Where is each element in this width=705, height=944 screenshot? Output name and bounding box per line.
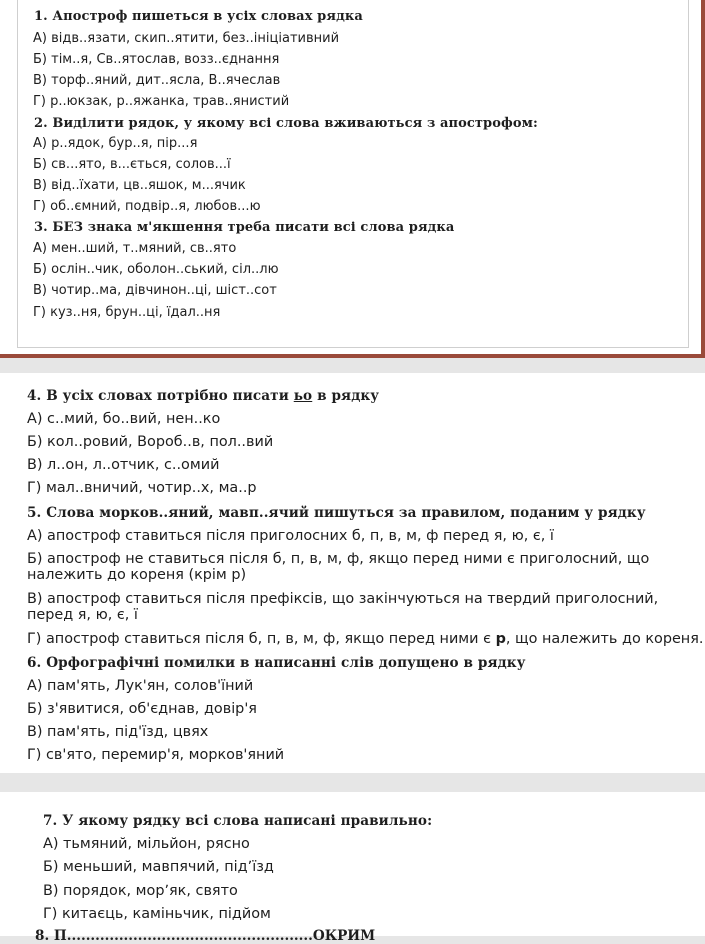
question-7-title: 7. У якому рядку всі слова написані правильно: bbox=[43, 813, 433, 829]
question-3-option-d: Г) куз..ня, брун..ці, їдал..ня bbox=[33, 305, 221, 320]
question-3-option-c: В) чотир..ма, дівчинон..ці, шіст..сот bbox=[33, 283, 277, 298]
question-5-option-b-line-1: Б) апостроф не ставиться після б, п, в, м, ф, якщо перед ними є приголосний, що bbox=[27, 551, 650, 567]
question-4-title-underlined: ьо bbox=[293, 388, 313, 404]
question-7-option-b: Б) меньший, мавпячий, підʼїзд bbox=[43, 859, 274, 875]
question-7-option-a: А) тьмяний, мільйон, рясно bbox=[43, 836, 250, 852]
question-6-option-d: Г) св'ято, перемир'я, морков'яний bbox=[27, 747, 285, 763]
question-4-option-d: Г) мал..вничий, чотир..х, ма..р bbox=[27, 480, 257, 496]
question-2-option-b: Б) св...ято, в...ється, солов...ї bbox=[33, 157, 231, 172]
question-5-option-d-bold-letter: р bbox=[495, 631, 506, 647]
question-5-option-c-line-2: перед я, ю, є, ї bbox=[27, 607, 138, 623]
question-5-option-d bbox=[27, 631, 703, 647]
question-4-option-b: Б) кол..ровий, Вороб..в, пол..вий bbox=[27, 434, 274, 450]
question-7-option-d: Г) китаєць, каміньчик, підйом bbox=[43, 906, 271, 922]
question-6-option-a: А) пам'ять, Лук'ян, солов'їний bbox=[27, 678, 254, 694]
question-4-option-c: В) л..он, л..отчик, с..омий bbox=[27, 457, 220, 473]
question-2-option-c: В) від..їхати, цв..яшок, м...ячик bbox=[33, 178, 246, 193]
question-5-option-c-line-1: В) апостроф ставиться після префіксів, що закінчуються на твердий приголосний, bbox=[27, 591, 659, 607]
question-6-title: 6. Орфографічні помилки в написанні слів допущено в рядку bbox=[27, 655, 526, 671]
question-3-option-a: А) мен..ший, т..мяний, св..ято bbox=[33, 241, 237, 256]
question-1-option-b: Б) тім..я, Св..ятослав, возз..єднання bbox=[33, 52, 280, 67]
question-5-option-a: А) апостроф ставиться після приголосних б, п, в, м, ф перед я, ю, є, ї bbox=[27, 528, 554, 544]
question-4-title bbox=[27, 388, 379, 404]
question-2-option-a: А) р..ядок, бур..я, пір...я bbox=[33, 136, 198, 151]
question-6-option-c: В) пам'ять, під'їзд, цвях bbox=[27, 724, 209, 740]
question-6-option-b: Б) з'явитися, об'єднав, довір'я bbox=[27, 701, 257, 717]
question-1-option-c: В) торф..яний, дит..ясла, В..ячеслав bbox=[33, 73, 281, 88]
question-1-title: 1. Апостроф пишеться в усіх словах рядка bbox=[34, 9, 363, 24]
question-2-title: 2. Виділити рядок, у якому всі слова вживаються з апострофом: bbox=[34, 116, 538, 131]
question-5-title: 5. Слова морков..яний, мавп..ячий пишуться за правилом, поданим у рядку bbox=[27, 505, 646, 521]
question-1-option-a: А) відв..язати, скип..ятити, без..ініціативний bbox=[33, 31, 340, 46]
question-3-option-b: Б) ослін..чик, оболон..ський, сіл..лю bbox=[33, 262, 279, 277]
question-4-title-end: в рядку bbox=[312, 388, 380, 404]
question-5-option-d-end: , що належить до кореня. bbox=[505, 631, 704, 647]
question-4-option-a: А) с..мий, бо..вий, нен..ко bbox=[27, 411, 221, 427]
question-4-title-start: 4. В усіх словах потрібно писати bbox=[27, 388, 294, 404]
question-5-option-b-line-2: належить до кореня (крім р) bbox=[27, 567, 247, 583]
question-2-option-d: Г) об..ємний, подвір..я, любов...ю bbox=[33, 199, 261, 214]
question-5-option-d-start: Г) апостроф ставиться після б, п, в, м, ф, якщо перед ними є bbox=[27, 631, 496, 647]
question-7-option-c: В) порядок, морʼяк, свято bbox=[43, 883, 238, 899]
question-3-title: 3. БЕЗ знака м'якшення треба писати всі слова рядка bbox=[34, 220, 455, 235]
question-1-option-d: Г) р..юкзак, р..яжанка, трав..янистий bbox=[33, 94, 290, 109]
question-8-title-partial: 8. П....................................................ОКРИМ bbox=[35, 928, 376, 944]
